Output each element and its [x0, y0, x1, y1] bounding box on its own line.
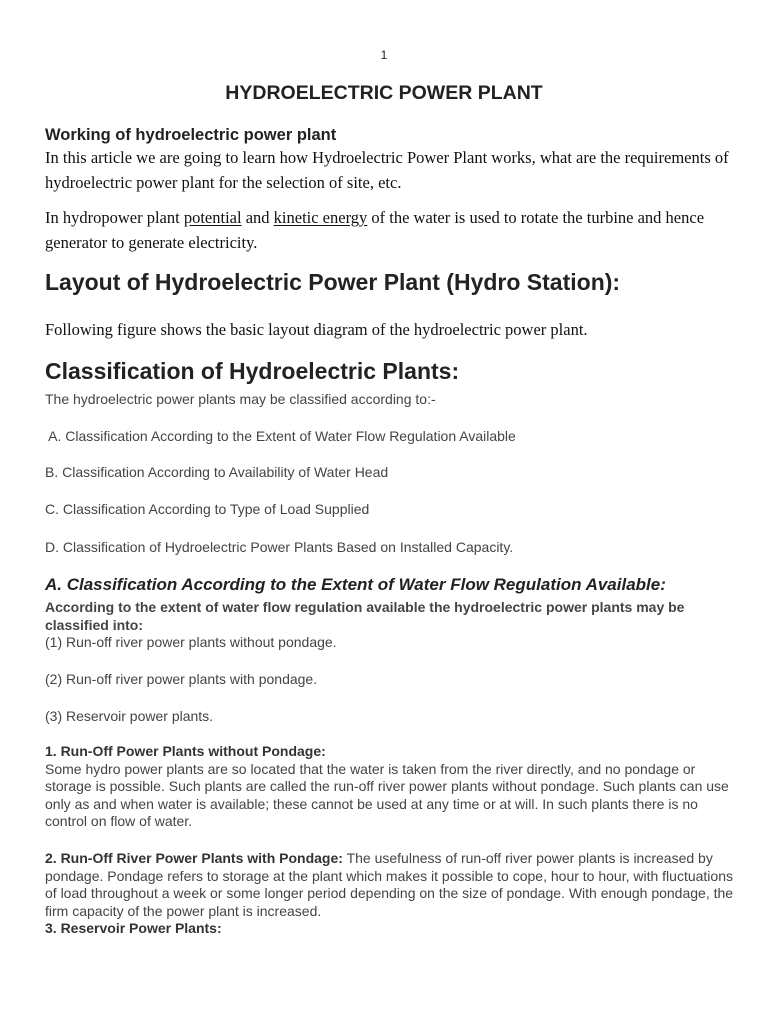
energy-text-after: of the water is used to rotate the turbine and hence generator to generate electricity. [45, 208, 705, 252]
classification-heading: Classification of Hydroelectric Plants: [45, 358, 460, 384]
document-title: HYDROELECTRIC POWER PLANT [225, 82, 543, 104]
energy-paragraph [45, 205, 735, 255]
kinetic-energy-link[interactable]: kinetic energy [273, 208, 368, 227]
subsection-1-text: Some hydro power plants are so located that the water is taken from the river directly, and no pondage or storage is possible. Such plants are called the run-off river power plants without pondage. Such plants can use only as and when water is available; these cannot be used at any time or at will. In such plants there is no control on flow of water. [45, 760, 729, 829]
subsection-2-text: The usefulness of run-off river power plants is increased by pondage. Pondage refers to storage at the plant which makes it possible to cope, hour to hour, with fluctuations of load throughout a week or some longer period depending on the size of pondage. With enough pondage, the firm capacity of the power plant is increased. [45, 850, 734, 919]
classification-item-a: A. Classification According to the Extent of Water Flow Regulation Available [45, 428, 516, 444]
subsection-1-title: 1. Run-Off Power Plants without Pondage: [45, 743, 326, 759]
layout-heading: Layout of Hydroelectric Power Plant (Hydro Station): [45, 269, 621, 295]
subsection-3-title: 3. Reservoir Power Plants: [45, 920, 222, 936]
classification-intro: The hydroelectric power plants may be classified according to:- [45, 391, 436, 407]
section-a-item-1: (1) Run-off river power plants without pondage. [45, 634, 337, 650]
page-number: 1 [380, 48, 388, 62]
potential-link[interactable]: potential [183, 208, 242, 227]
section-a-item-2: (2) Run-off river power plants with pondage. [45, 671, 318, 687]
energy-text-before: In hydropower plant [45, 208, 184, 227]
classification-item-b: B. Classification According to Availability of Water Head [45, 464, 389, 480]
energy-text-mid: and [241, 208, 274, 227]
subsection-2-title: 2. Run-Off River Power Plants with Pondage: [45, 850, 343, 866]
section-a-heading: A. Classification According to the Extent of Water Flow Regulation Available: [45, 575, 666, 594]
intro-paragraph: In this article we are going to learn how Hydroelectric Power Plant works, what are the requirements of hydroelectric power plant for the selection of site, etc. [45, 148, 729, 192]
classification-item-d: D. Classification of Hydroelectric Power Plants Based on Installed Capacity. [45, 539, 514, 555]
section-a-item-3: (3) Reservoir power plants. [45, 708, 214, 724]
figure-paragraph: Following figure shows the basic layout diagram of the hydroelectric power plant. [45, 320, 588, 339]
section-a-intro: According to the extent of water flow regulation available the hydroelectric power plants may be classified into: [45, 599, 685, 633]
classification-item-c: C. Classification According to Type of Load Supplied [45, 501, 370, 517]
working-heading: Working of hydroelectric power plant [45, 126, 337, 144]
subsection-1 [45, 743, 735, 831]
subsection-2 [45, 850, 735, 938]
